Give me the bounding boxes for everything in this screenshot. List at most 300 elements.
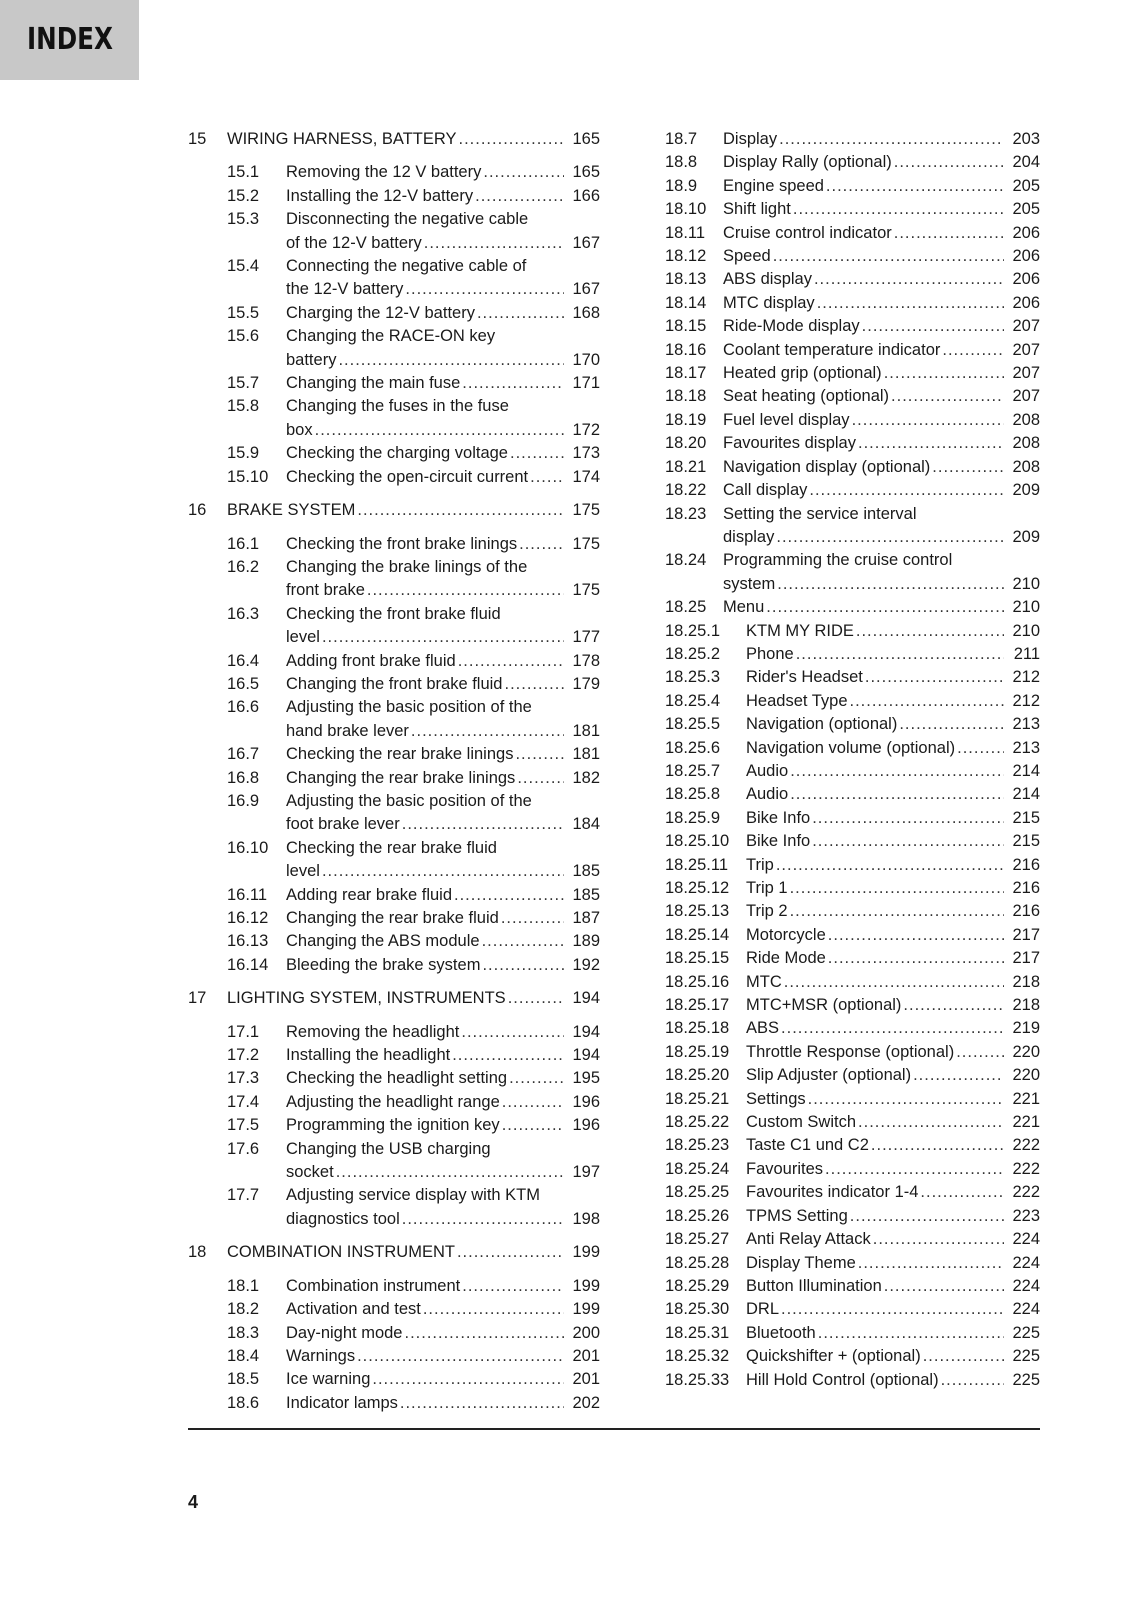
toc-entry-page: 212 [1012,668,1040,687]
toc-entry-page: 222 [1012,1159,1040,1178]
toc-entry[interactable] [188,255,600,302]
toc-entry-page: 197 [572,1163,600,1182]
toc-entry-page: 199 [572,1276,600,1295]
toc-entry-page: 206 [1012,247,1040,266]
dot-leader [357,499,564,522]
dot-leader [884,1275,1004,1298]
toc-entry-title: Trip 1 [746,879,788,897]
toc-entry-page: 212 [1012,691,1040,710]
toc-entry[interactable] [188,907,600,930]
toc-entry-title: Trip [746,855,774,874]
toc-entry-page: 167 [572,280,600,299]
toc-entry[interactable] [665,222,1040,245]
toc-entry-page: 221 [1012,1089,1040,1108]
toc-entry-number: 17.4 [227,1092,260,1111]
toc-entry-number: 18.25.26 [665,1206,730,1225]
dot-leader [322,860,564,883]
toc-entry-title: Changing the ABS module [286,932,480,951]
toc-entry[interactable] [665,432,1040,455]
toc-entry-page: 171 [572,374,600,393]
toc-entry[interactable] [665,1298,1040,1321]
toc-entry-page: 166 [572,186,600,205]
toc-entry-number: 18.25.12 [665,879,730,897]
toc-entry-number: 18.18 [665,387,707,406]
dot-leader [777,573,1004,596]
toc-entry-page: 208 [1012,457,1040,476]
toc-entry[interactable] [665,1275,1040,1298]
toc-entry[interactable] [188,1241,600,1264]
toc-entry[interactable] [665,151,1040,174]
toc-entry-title: Removing the headlight [286,1022,460,1041]
toc-entry[interactable] [665,666,1040,689]
toc-entry[interactable] [188,208,600,255]
dot-leader [818,1322,1004,1345]
toc-entry[interactable] [188,533,600,556]
toc-entry[interactable] [188,185,600,208]
toc-entry[interactable] [665,760,1040,783]
toc-entry[interactable] [665,690,1040,713]
toc-entry-page: 213 [1012,738,1040,757]
toc-entry[interactable] [665,1345,1040,1368]
toc-right-column [665,128,1040,1392]
toc-entry-page: 184 [572,815,600,834]
toc-entry[interactable] [188,302,600,325]
toc-entry-title: Installing the headlight [286,1046,451,1065]
toc-entry[interactable] [188,673,600,696]
toc-entry-title: Coolant temperature indicator [723,340,941,359]
toc-entry-title: Adding rear brake fluid [286,885,453,904]
toc-entry-title: Phone [746,644,794,663]
toc-entry-page: 181 [572,745,600,764]
toc-entry[interactable] [188,1067,600,1090]
toc-entry-page: 205 [1012,176,1040,195]
toc-entry-page: 204 [1012,153,1040,172]
dot-leader [891,385,1004,408]
toc-entry-page: 199 [572,1243,600,1262]
toc-entry-page: 220 [1012,1042,1040,1061]
dot-leader [461,1021,564,1044]
dot-leader [956,1041,1004,1064]
toc-entry-page: 173 [572,444,600,463]
toc-entry-number: 15.6 [227,327,260,346]
toc-entry-title-line1: Disconnecting the negative cable [286,210,529,229]
toc-entry-page: 219 [1012,1019,1040,1038]
toc-entry-number: 15.1 [227,163,260,182]
dot-leader [828,947,1004,970]
dot-leader [858,1252,1004,1275]
toc-entry[interactable] [665,877,1040,900]
toc-entry[interactable] [665,1369,1040,1392]
toc-entry-page: 187 [572,909,600,927]
toc-entry-number: 18.25.33 [665,1370,730,1389]
toc-entry-page: 210 [1012,598,1040,617]
toc-entry[interactable] [188,1345,600,1368]
toc-entry[interactable] [665,1111,1040,1134]
dot-leader [941,1369,1004,1392]
toc-entry-title: Warnings [286,1346,356,1365]
toc-entry[interactable] [188,556,600,603]
dot-leader [517,767,564,790]
toc-entry[interactable] [665,1134,1040,1157]
dot-leader [790,877,1004,900]
toc-entry-page: 207 [1012,364,1040,383]
toc-entry[interactable] [665,1181,1040,1204]
toc-entry-title: Bluetooth [746,1323,816,1342]
toc-entry-number: 18.25.25 [665,1183,730,1202]
toc-entry[interactable] [665,900,1040,923]
toc-entry[interactable] [665,128,1040,151]
toc-entry-number: 15 [188,130,207,148]
toc-entry-number: 18.25.15 [665,949,730,968]
toc-entry-number: 16.5 [227,674,260,693]
toc-entry-title: Cruise control indicator [723,223,892,242]
toc-entry[interactable] [188,325,600,372]
toc-entry-title: Ride-Mode display [723,317,860,336]
toc-entry[interactable] [665,175,1040,198]
dot-leader [817,292,1004,315]
toc-entry-page: 215 [1012,832,1040,851]
toc-entry[interactable] [665,643,1040,666]
toc-entry-number: 18.5 [227,1370,260,1389]
toc-entry[interactable] [188,128,600,151]
toc-entry[interactable] [188,1275,600,1298]
toc-left-column [188,128,600,1415]
toc-entry-page: 210 [1012,574,1040,593]
toc-entry-number: 15.9 [227,444,260,463]
toc-entry-title-line1: Changing the brake linings of the [286,557,528,576]
toc-entry-number: 18.9 [665,176,698,195]
toc-entry-page: 214 [1012,761,1040,780]
toc-entry[interactable] [188,837,600,884]
dot-leader [483,161,564,184]
toc-entry-title: MTC+MSR (optional) [746,996,902,1015]
toc-entry-number: 18.25.5 [665,715,721,734]
toc-entry-page: 208 [1012,434,1040,453]
toc-entry-number: 18.25.29 [665,1276,730,1295]
dot-leader [871,1134,1004,1157]
dot-leader [424,232,564,255]
toc-entry[interactable] [188,1392,600,1415]
toc-entry-number: 16.2 [227,557,260,576]
toc-entry-title: Adjusting the headlight range [286,1092,500,1111]
toc-entry-page: 216 [1012,902,1040,921]
toc-entry-title-line1: Programming the cruise control [723,551,953,570]
toc-entry[interactable] [665,737,1040,760]
toc-entry[interactable] [665,1205,1040,1228]
toc-entry[interactable] [665,339,1040,362]
dot-leader [411,720,564,743]
toc-entry-number: 18.23 [665,504,707,523]
toc-entry[interactable] [188,1322,600,1345]
toc-entry-number: 18.25.20 [665,1066,730,1085]
toc-entry-title: Engine speed [723,176,824,195]
toc-entry-number: 18.25 [665,598,707,617]
toc-entry-title: LIGHTING SYSTEM, INSTRUMENTS [227,989,506,1008]
toc-entry-title: Changing the rear brake linings [286,768,516,787]
toc-entry-title: Headset Type [746,691,848,710]
toc-entry[interactable] [665,268,1040,291]
dot-leader [315,419,564,442]
toc-entry[interactable] [188,790,600,837]
dot-leader [894,151,1004,174]
toc-entry[interactable] [188,954,600,977]
toc-entry-page: 202 [572,1393,600,1412]
toc-entry-page: 178 [572,651,600,670]
toc-entry-title: system [723,574,776,593]
toc-entry-number: 18.15 [665,317,707,336]
toc-entry[interactable] [188,1298,600,1321]
toc-entry[interactable] [188,442,600,465]
toc-entry-title: Menu [723,598,765,617]
toc-entry[interactable] [665,1158,1040,1181]
toc-entry-page: 206 [1012,223,1040,242]
toc-entry-title-line1: Changing the fuses in the fuse [286,397,509,416]
toc-entry-title: Day-night mode [286,1323,403,1342]
toc-entry-page: 185 [572,885,600,904]
dot-leader [530,466,564,489]
dot-leader [894,222,1004,245]
toc-entry-number: 15.2 [227,186,260,205]
toc-entry-page: 172 [572,420,600,439]
toc-entry-title: Combination instrument [286,1276,461,1295]
toc-entry[interactable] [665,1252,1040,1275]
toc-entry[interactable] [188,372,600,395]
toc-entry-title: diagnostics tool [286,1209,400,1228]
toc-entry[interactable] [665,315,1040,338]
toc-entry-number: 18.16 [665,340,707,359]
dot-leader [423,1298,564,1321]
toc-entry-number: 18.25.18 [665,1019,730,1038]
toc-entry-title: Display Rally (optional) [723,153,892,172]
toc-entry-page: 177 [572,628,600,647]
dot-leader [873,1228,1004,1251]
toc-entry-title: MTC display [723,293,815,312]
index-tab [0,0,139,80]
dot-leader [781,1298,1004,1321]
toc-entry[interactable] [188,767,600,790]
dot-leader [808,1088,1004,1111]
toc-entry-title: battery [286,350,337,369]
toc-entry[interactable] [188,696,600,743]
toc-entry-title: level [286,628,320,647]
dot-leader [790,900,1004,923]
dot-leader [920,1181,1004,1204]
toc-entry[interactable] [665,409,1040,432]
toc-entry[interactable] [665,479,1040,502]
toc-entry-number: 18.25.30 [665,1300,730,1319]
toc-entry-page: 222 [1012,1183,1040,1202]
toc-entry-number: 18.13 [665,270,707,289]
toc-entry-page: 196 [572,1116,600,1135]
toc-entry-number: 16.4 [227,651,260,670]
toc-entry-title: Favourites [746,1159,824,1178]
toc-entry-number: 18.25.28 [665,1253,730,1272]
toc-entry-number: 16.13 [227,932,269,951]
toc-entry[interactable] [665,854,1040,877]
toc-entry[interactable] [188,930,600,953]
toc-entry[interactable] [188,1091,600,1114]
toc-entry-title: WIRING HARNESS, BATTERY [227,130,457,148]
toc-entry-page: 209 [1012,527,1040,546]
dot-leader [508,987,564,1010]
toc-entry[interactable] [188,603,600,650]
toc-entry[interactable] [188,1138,600,1185]
toc-entry-title: display [723,527,775,546]
index-tab-label: INDEX [27,22,113,57]
toc-entry[interactable] [665,456,1040,479]
dot-leader [781,1017,1004,1040]
toc-entry-title: Charging the 12-V battery [286,303,475,322]
toc-entry[interactable] [665,830,1040,853]
toc-entry-number: 18.25.8 [665,785,721,804]
toc-entry-page: 185 [572,862,600,881]
toc-entry-title: Speed [723,247,771,266]
toc-entry-page: 221 [1012,1113,1040,1132]
toc-entry[interactable] [665,994,1040,1017]
toc-entry-number: 18.2 [227,1300,260,1319]
dot-leader [776,526,1004,549]
toc-entry[interactable] [665,1228,1040,1251]
toc-entry[interactable] [188,1368,600,1391]
toc-entry-title: Navigation display (optional) [723,457,931,476]
toc-entry[interactable] [665,924,1040,947]
toc-entry[interactable] [665,362,1040,385]
toc-entry[interactable] [665,549,1040,596]
toc-entry[interactable] [188,987,600,1010]
toc-entry[interactable] [665,1064,1040,1087]
toc-entry-title: Taste C1 und C2 [746,1136,869,1155]
dot-leader [402,1208,564,1231]
toc-entry-title: Button Illumination [746,1276,882,1295]
toc-entry[interactable] [665,198,1040,221]
dot-leader [793,198,1004,221]
toc-entry-number: 16.9 [227,791,260,810]
toc-entry-number: 18.22 [665,481,707,500]
toc-entry[interactable] [665,713,1040,736]
toc-entry[interactable] [188,650,600,673]
toc-entry-title: KTM MY RIDE [746,621,854,640]
toc-entry-page: 194 [572,1022,600,1041]
toc-entry-title: Rider's Headset [746,668,863,687]
toc-entry[interactable] [665,947,1040,970]
dot-leader [903,994,1004,1017]
dot-leader [367,579,564,602]
toc-entry-page: 170 [572,350,600,369]
toc-entry-page: 189 [572,932,600,951]
toc-entry-title: Settings [746,1089,806,1108]
toc-entry-number: 18.25.21 [665,1089,730,1108]
toc-entry-title: Checking the open-circuit current [286,467,529,486]
toc-entry-title: Motorcycle [746,925,826,944]
toc-entry-number: 18.1 [227,1276,260,1295]
dot-leader [482,930,564,953]
toc-entry-page: 224 [1012,1300,1040,1319]
dot-leader [336,1161,564,1184]
toc-entry-page: 225 [1012,1323,1040,1342]
dot-leader [338,349,564,372]
toc-entry[interactable] [665,503,1040,550]
toc-entry-title: foot brake lever [286,815,400,834]
toc-entry-title: Indicator lamps [286,1393,398,1412]
toc-entry[interactable] [665,1041,1040,1064]
toc-entry-title: Changing the rear brake fluid [286,909,499,927]
dot-leader [458,650,564,673]
toc-entry-number: 18.20 [665,434,707,453]
toc-entry[interactable] [188,466,600,489]
toc-entry-page: 214 [1012,785,1040,804]
toc-entry[interactable] [665,245,1040,268]
toc-entry[interactable] [665,596,1040,619]
toc-entry-title: Call display [723,481,808,500]
toc-entry-number: 16 [188,501,207,520]
toc-entry-title: Bike Info [746,832,811,851]
toc-entry[interactable] [188,161,600,184]
toc-entry[interactable] [665,1322,1040,1345]
toc-entry-number: 16.12 [227,909,269,927]
toc-entry-number: 18.6 [227,1393,260,1412]
toc-entry-title: Checking the rear brake linings [286,745,514,764]
dot-leader [957,737,1004,760]
toc-entry-page: 207 [1012,340,1040,359]
toc-entry[interactable] [665,292,1040,315]
toc-entry-number: 18.25.3 [665,668,721,687]
toc-entry[interactable] [188,1044,600,1067]
toc-entry-number: 18.25.2 [665,644,721,663]
toc-entry-number: 17.5 [227,1116,260,1135]
toc-entry[interactable] [188,1184,600,1231]
toc-entry-title-line1: Changing the USB charging [286,1139,491,1158]
toc-entry-title: Adding front brake fluid [286,651,456,670]
footer-rule [188,1428,1040,1430]
toc-entry-number: 18.25.32 [665,1347,730,1366]
toc-entry[interactable] [665,1017,1040,1040]
toc-entry[interactable] [188,1114,600,1137]
toc-entry[interactable] [665,807,1040,830]
toc-entry[interactable] [665,971,1040,994]
toc-entry[interactable] [188,395,600,442]
dot-leader [457,1241,564,1264]
toc-entry[interactable] [188,743,600,766]
toc-entry[interactable] [665,620,1040,643]
toc-entry-page: 209 [1012,481,1040,500]
toc-entry-title: Quickshifter + (optional) [746,1347,921,1366]
toc-entry[interactable] [188,884,600,907]
toc-entry-number: 18.21 [665,457,707,476]
dot-leader [809,479,1004,502]
toc-entry[interactable] [665,385,1040,408]
toc-entry-title: ABS display [723,270,812,289]
toc-entry-title: the 12-V battery [286,280,404,299]
toc-entry-page: 196 [572,1092,600,1111]
toc-entry-title: Favourites display [723,434,856,453]
dot-leader [784,971,1004,994]
toc-entry-title: ABS [746,1019,780,1038]
toc-entry-title: Bleeding the brake system [286,955,481,974]
toc-entry-title: box [286,420,313,439]
toc-entry-page: 168 [572,303,600,322]
toc-entry[interactable] [665,783,1040,806]
toc-entry-page: 181 [572,721,600,740]
toc-entry[interactable] [188,499,600,522]
toc-entry[interactable] [665,1088,1040,1111]
toc-entry-page: 167 [572,233,600,252]
toc-entry-number: 18.25.24 [665,1159,730,1178]
toc-entry-page: 217 [1012,925,1040,944]
dot-leader [452,1044,564,1067]
toc-entry-title-line1: Checking the rear brake fluid [286,838,497,857]
toc-entry-number: 18.25.27 [665,1230,730,1249]
toc-entry[interactable] [188,1021,600,1044]
